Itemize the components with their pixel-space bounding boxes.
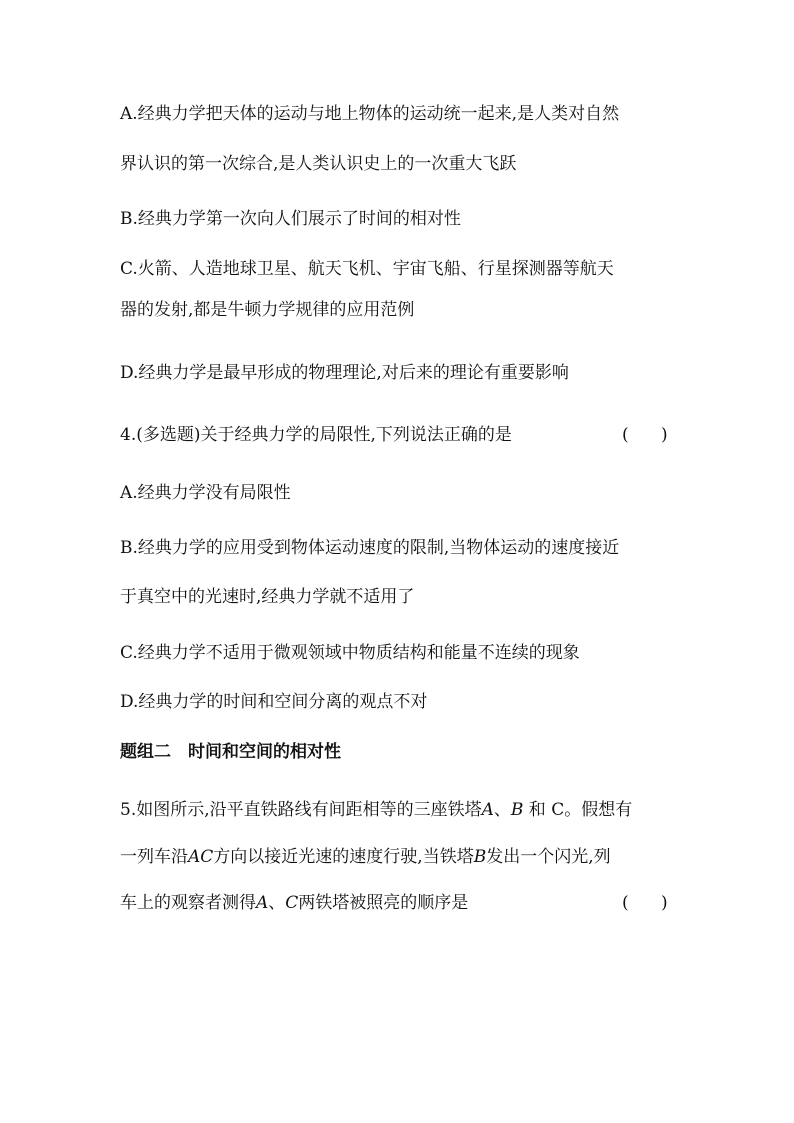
q5-text: 两铁塔被照亮的顺序是 (298, 893, 469, 913)
q5-text: 方向以接近光速的速度行驶,当铁塔 (213, 847, 474, 867)
q3-option-a-line1: A.经典力学把天体的运动与地上物体的运动统一起来,是人类对自然 (120, 104, 620, 124)
q5-text: 。假想有 (564, 800, 633, 820)
q5-stem-line2 (120, 846, 611, 868)
q5-stem-line1 (120, 799, 632, 821)
q5-var-c: C (285, 893, 299, 913)
q4-option-c: C.经典力学不适用于微观领域中物质结构和能量不连续的现象 (120, 643, 580, 663)
q5-var-c: C (551, 800, 565, 820)
q3-option-d: D.经典力学是最早形成的物理理论,对后来的理论有重要影响 (120, 363, 569, 383)
q4-option-d: D.经典力学的时间和空间分离的观点不对 (120, 692, 428, 712)
q5-text: 一列车沿 (120, 847, 188, 867)
q4-answer-bracket: ( ) (622, 425, 668, 445)
q5-var-b: B (510, 800, 524, 820)
q5-var-ac: AC (188, 847, 214, 867)
q5-answer-bracket: ( ) (622, 893, 668, 913)
q4-option-b-line2: 于真空中的光速时,经典力学就不适用了 (120, 587, 415, 607)
section-heading: 题组二 时间和空间的相对性 (120, 742, 341, 762)
q3-option-c-line1: C.火箭、人造地球卫星、航天飞机、宇宙飞船、行星探测器等航天 (120, 259, 614, 279)
q5-stem-line3 (120, 892, 468, 914)
q4-option-b-line1: B.经典力学的应用受到物体运动速度的限制,当物体运动的速度接近 (120, 538, 620, 558)
q5-var-a: A (481, 800, 494, 820)
q5-text: 5.如图所示,沿平直铁路线有间距相等的三座铁塔 (120, 800, 482, 820)
q3-option-c-line2: 器的发射,都是牛顿力学规律的应用范例 (120, 300, 415, 320)
q4-option-a: A.经典力学没有局限性 (120, 483, 291, 503)
q5-var-b: B (473, 847, 487, 867)
q5-text: 和 (523, 800, 552, 820)
q4-stem: 4.(多选题)关于经典力学的局限性,下列说法正确的是 (120, 425, 512, 445)
q5-text: 、 (268, 893, 286, 913)
q5-text: 发出一个闪光,列 (486, 847, 611, 867)
q5-text: 、 (493, 800, 511, 820)
q5-text: 车上的观察者测得 (120, 893, 256, 913)
q3-option-a-line2: 界认识的第一次综合,是人类认识史上的一次重大飞跃 (120, 154, 517, 174)
q3-option-b: B.经典力学第一次向人们展示了时间的相对性 (120, 209, 461, 229)
q5-var-a: A (256, 893, 269, 913)
